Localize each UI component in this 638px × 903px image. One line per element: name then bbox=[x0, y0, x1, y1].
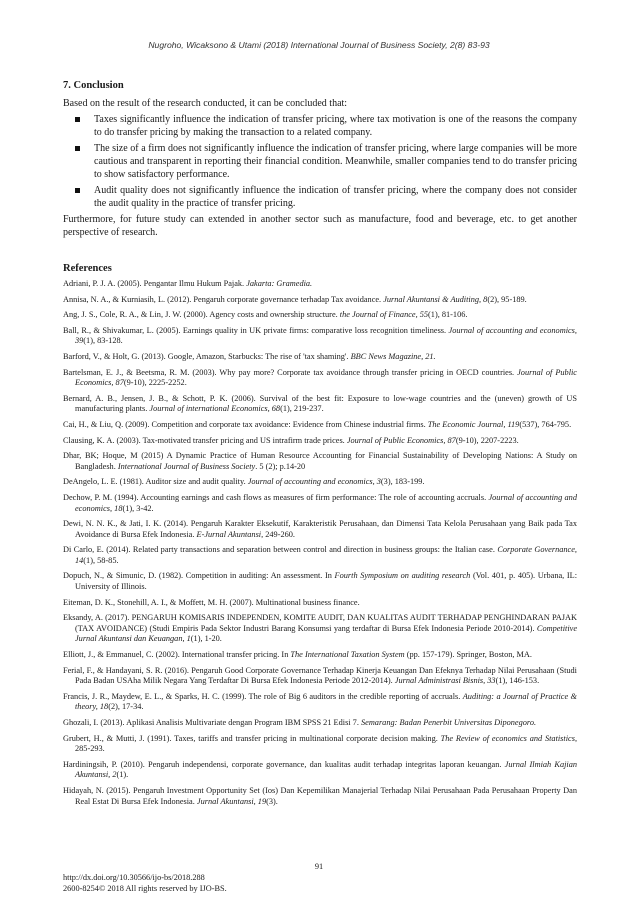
reference-item bbox=[63, 451, 577, 472]
ref-text: Cai, H., & Liu, Q. (2009). Competition and corporate tax avoidance: Evidence from Chinese industrial firms. bbox=[63, 419, 428, 429]
ref-source: Journal of Public Economics, 87 bbox=[346, 435, 456, 445]
ref-text: Eksandy, A. (2017). PENGARUH KOMISARIS INDEPENDEN, KOMITE AUDIT, DAN KUALITAS AUDIT TERHADAP PENGHINDARAN PAJAK (TAX AVOIDANCE) (Studi Empiris Pada Sektor Industri Barang Konsumsi yang terdaftar di Bursa Efek Indonesia Periode 2010-2014). bbox=[63, 613, 577, 633]
ref-text: Dopuch, N., & Simunic, D. (1982). Competition in auditing: An assessment. In bbox=[63, 571, 335, 581]
ref-source: Jurnal Administrasi Bisnis, 33 bbox=[394, 676, 496, 686]
ref-text: Dechow, P. M. (1994). Accounting earnings and cash flows as measures of firm performance: The role of accounting accruals. bbox=[63, 492, 489, 502]
ref-text: Annisa, N. A., & Kurniasih, L. (2012). Pengaruh corporate governance terhadap Tax avoidance. bbox=[63, 294, 384, 304]
footer-doi: http://dx.doi.org/10.30566/ijo-bs/2018.288 bbox=[63, 873, 205, 882]
bullet-text: Audit quality does not significantly influence the indication of transfer pricing, where the company does not consider the audit quality in the practice of transfer pricing. bbox=[94, 185, 577, 209]
ref-source: Fourth Symposium on auditing research bbox=[334, 571, 471, 581]
ref-tail: . 5 (2); p.14-20 bbox=[255, 461, 306, 471]
ref-tail: (2), 17-34. bbox=[108, 702, 144, 712]
reference-item bbox=[63, 420, 577, 431]
ref-tail: (1), 219-237. bbox=[280, 404, 324, 414]
ref-text: Hardiningsih, P. (2010). Pengaruh independensi, corporate governance, dan kualitas audit terhadap integritas laporan keuangan. bbox=[63, 759, 505, 769]
ref-source: BBC News Magazine, 21. bbox=[350, 351, 436, 361]
page-content bbox=[63, 80, 577, 812]
reference-item bbox=[63, 394, 577, 415]
ref-text: DeAngelo, L. E. (1981). Auditor size and audit quality. bbox=[63, 477, 248, 487]
ref-text: Adriani, P. J. A. (2005). Pengantar Ilmu Hukum Pajak. bbox=[63, 279, 247, 288]
ref-tail: (1), 3-42. bbox=[122, 503, 154, 513]
ref-tail: (1), 83-128. bbox=[83, 336, 123, 346]
ref-source: Competitive Jurnal Akuntansi dan Keuangan, 1 bbox=[75, 623, 577, 644]
ref-source: Journal of accounting and economics, 39 bbox=[75, 325, 577, 346]
ref-source: Auditing: a Journal of Practice & theory, 18 bbox=[75, 691, 578, 712]
conclusion-outro: Furthermore, for future study can extended in another sector such as manufacture, food and beverage, etc. to get another perspective of research. bbox=[63, 214, 577, 238]
ref-source: International Journal of Business Society bbox=[117, 461, 256, 471]
ref-source: Journal of accounting and economics, 18 bbox=[75, 492, 577, 513]
ref-tail: (9-10), 2225-2252. bbox=[123, 378, 187, 388]
ref-source: Jurnal Akuntansi, 19 bbox=[196, 796, 267, 806]
ref-source: Jakarta: Gramedia. bbox=[246, 279, 313, 288]
ref-text: Di Carlo, E. (2014). Related party transactions and separation between control and direction in business groups: the Italian case. bbox=[63, 545, 498, 555]
reference-item bbox=[63, 326, 577, 347]
reference-item bbox=[63, 692, 577, 713]
ref-text: Eiteman, D. K., Stonehill, A. I., & Moffett, M. H. (2007). Multinational business finance. bbox=[63, 597, 360, 607]
square-bullet-icon bbox=[75, 188, 80, 193]
ref-source: Semarang: Badan Penerbit Universitas Diponegoro. bbox=[360, 718, 537, 727]
ref-source: The International Taxation System bbox=[290, 650, 405, 660]
ref-tail: (1), 58-85. bbox=[83, 555, 119, 565]
square-bullet-icon bbox=[75, 146, 80, 151]
running-header: Nugroho, Wicaksono & Utami (2018) International Journal of Business Society, 2(8) 83-93 bbox=[148, 40, 490, 50]
ref-tail: (9-10), 2207-2223. bbox=[455, 435, 519, 445]
ref-source: E-Jurnal Akuntansi bbox=[196, 529, 262, 539]
conclusion-bullet bbox=[63, 184, 577, 210]
conclusion-intro: Based on the result of the research conducted, it can be concluded that: bbox=[63, 98, 348, 109]
conclusion-bullet bbox=[63, 113, 577, 139]
ref-tail: (2), 95-189. bbox=[487, 294, 527, 304]
ref-text: Dewi, N. N. K., & Jati, I. K. (2014). Pengaruh Karakter Eksekutif, Karakteristik Perusahaan, dan Dimensi Tata Kelola Perusahaan yang Baik pada Tax Avoidance di Bursa Efek Indonesia. bbox=[63, 519, 577, 539]
ref-text: Elliott, J., & Emmanuel, C. (2002). International transfer pricing. In bbox=[63, 650, 291, 660]
ref-source: The Economic Journal, 119 bbox=[427, 419, 520, 429]
reference-item bbox=[63, 352, 577, 363]
ref-tail: (3), 183-199. bbox=[380, 477, 425, 487]
ref-source: Journal of Public Economics, 87 bbox=[75, 367, 577, 388]
ref-tail: (pp. 157-179). Springer, Boston, MA. bbox=[404, 650, 532, 660]
ref-tail: (1). bbox=[116, 770, 129, 780]
ref-text: Grubert, H., & Mutti, J. (1991). Taxes, tariffs and transfer pricing in multinational corporate decision making. bbox=[63, 733, 441, 743]
square-bullet-icon bbox=[75, 117, 80, 122]
reference-item bbox=[63, 295, 577, 306]
reference-item bbox=[63, 519, 577, 540]
ref-tail: (Vol. 401, p. 405). Urbana, IL: University of Illinois. bbox=[75, 571, 577, 592]
ref-text: Ferial, F., & Handayani, S. R. (2016). Pengaruh Good Corporate Governance Terhadap Kinerja Keuangan Dan Efeknya Terhadap Nilai Perusahaan (Studi Pada Badan USAha Milik Negara Yang Terdaftar Di Bursa Efek Indonesia Periode 2012-2014). bbox=[63, 665, 577, 686]
footer-copyright: 2600-8254© 2018 All rights reserved by IJO-BS. bbox=[63, 883, 227, 893]
reference-item bbox=[63, 493, 577, 514]
reference-item bbox=[63, 279, 577, 290]
ref-text: Hidayah, N. (2015). Pengaruh Investment Opportunity Set (Ios) Dan Kepemilikan Manajerial Terhadap Nilai Perusahaan Pada Perusahaan Property Dan Real Estat Di Bursa Efek Indonesia. bbox=[63, 785, 577, 806]
bullet-text: Taxes significantly influence the indication of transfer pricing, where tax motivation is one of the reasons the company to do transfer pricing by making the transaction to a related company. bbox=[94, 114, 577, 138]
ref-source: The Review of economics and Statistics bbox=[440, 733, 575, 743]
reference-item bbox=[63, 368, 577, 389]
references-heading: References bbox=[63, 263, 112, 274]
reference-list bbox=[63, 279, 577, 807]
ref-text: Bernard, A. B., Jensen, J. B., & Schott, P. K. (2006). Survival of the best fit: Exposure to low-wage countries and the (uneven) growth of US manufacturing plants. bbox=[63, 393, 577, 414]
ref-source: Jurnal Ilmiah Kajian Akuntansi, 2 bbox=[75, 759, 578, 780]
ref-source: Journal of accounting and economics, 3 bbox=[247, 477, 381, 487]
ref-text: Ghozali, I. (2013). Aplikasi Analisis Multivariate dengan Program IBM SPSS 21 Edisi 7. bbox=[63, 718, 361, 727]
ref-tail: (1), 1-20. bbox=[190, 634, 222, 644]
ref-source: Jurnal Akuntansi & Auditing, 8 bbox=[383, 294, 488, 304]
ref-source: Corporate Governance, 14 bbox=[75, 545, 577, 565]
reference-item bbox=[63, 310, 577, 321]
ref-text: Clausing, K. A. (2003). Tax-motivated transfer pricing and US intrafirm trade prices. bbox=[63, 435, 347, 445]
ref-tail: , 249-260. bbox=[261, 529, 295, 539]
ref-tail: (1), 146-153. bbox=[495, 676, 540, 686]
reference-item bbox=[63, 718, 577, 729]
reference-item bbox=[63, 760, 577, 781]
ref-text: Bartelsman, E. J., & Beetsma, R. M. (2003). Why pay more? Corporate tax avoidance through transfer pricing in OECD countries. bbox=[63, 367, 518, 377]
conclusion-bullet-list bbox=[63, 113, 577, 210]
reference-item bbox=[63, 477, 577, 488]
conclusion-bullet bbox=[63, 142, 577, 181]
reference-item bbox=[63, 734, 577, 755]
ref-text: Barford, V., & Holt, G. (2013). Google, Amazon, Starbucks: The rise of 'tax shaming'. bbox=[63, 351, 351, 361]
conclusion-heading: 7. Conclusion bbox=[63, 80, 124, 91]
reference-item bbox=[63, 613, 577, 645]
ref-text: Ang, J. S., Cole, R. A., & Lin, J. W. (2000). Agency costs and ownership structure. bbox=[63, 310, 340, 320]
ref-tail: , 285-293. bbox=[75, 733, 578, 754]
bullet-text: The size of a firm does not significantly influence the indication of transfer pricing, where large companies will be more cautious and transparent in reporting their financial condition. Meanwhile, smaller companies tend to do transfer pricing to show satisfactory performance. bbox=[94, 143, 577, 180]
reference-item bbox=[63, 545, 577, 566]
ref-tail: (1), 81-106. bbox=[428, 310, 468, 320]
reference-item bbox=[63, 666, 577, 687]
ref-text: Ball, R., & Shivakumar, L. (2005). Earnings quality in UK private firms: comparative loss recognition timeliness. bbox=[63, 325, 449, 335]
ref-source: Journal of international Economics, 68 bbox=[149, 404, 281, 414]
reference-item bbox=[63, 786, 577, 807]
reference-item bbox=[63, 436, 577, 447]
reference-item bbox=[63, 650, 577, 661]
ref-text: Francis, J. R., Maydew, E. L., & Sparks, H. C. (1999). The role of Big 6 auditors in the credible reporting of accruals. bbox=[63, 691, 463, 701]
ref-source: the Journal of Finance, 55 bbox=[339, 310, 429, 320]
ref-tail: (3). bbox=[266, 796, 278, 806]
reference-item bbox=[63, 598, 577, 609]
reference-item bbox=[63, 571, 577, 592]
ref-tail: (537), 764-795. bbox=[519, 419, 572, 429]
page-footer bbox=[63, 873, 227, 894]
page-number: 91 bbox=[314, 862, 324, 871]
ref-text: Dhar, BK; Hoque, M (2015) A Dynamic Practice of Human Resource Accounting for Financial Sustainability of Developing Nations: A Study on Bangladesh. bbox=[63, 451, 577, 471]
